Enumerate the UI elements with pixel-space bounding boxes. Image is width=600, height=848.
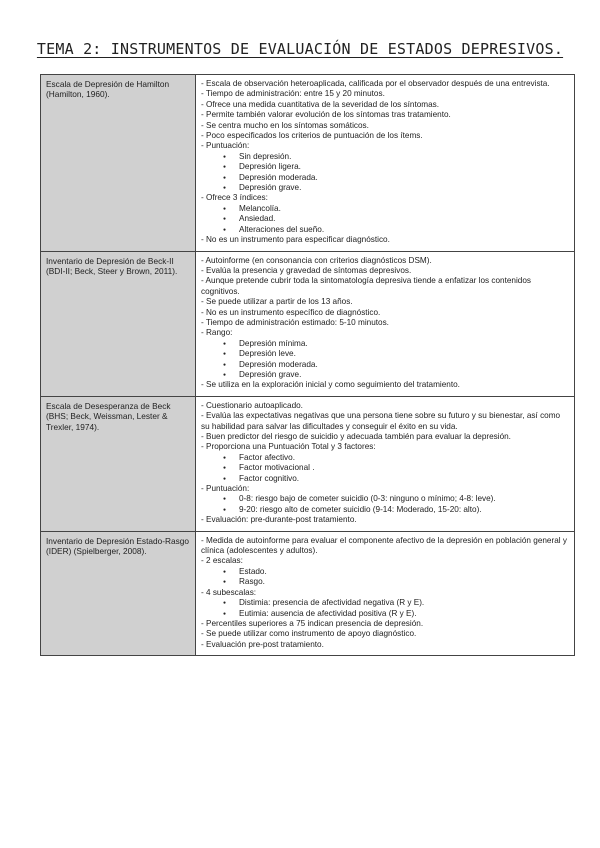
description-line: - Se puede utilizar a partir de los 13 años.: [201, 297, 353, 307]
description-line: - Ofrece una medida cuantitativa de la severidad de los síntomas.: [201, 99, 440, 109]
bullet-item: ● Melancolía.: [201, 204, 570, 214]
description-line: - Buen predictor del riesgo de suicidio y adecuada también para evaluar la depresión.: [201, 432, 511, 441]
description-line: - Puntuación:: [201, 141, 250, 151]
description-line: - Tiempo de administración: entre 15 y 20 minutos.: [201, 89, 385, 99]
bullet-item: ● Factor afectivo.: [201, 453, 570, 463]
description-line: - Se puede utilizar como instrumento de apoyo diagnóstico.: [201, 629, 417, 639]
description-line: - Ofrece 3 índices:: [201, 193, 268, 203]
bullet-item: ● Depresión moderada.: [201, 173, 570, 183]
description-line: - Puntuación:: [201, 484, 250, 494]
instrument-description: [196, 251, 575, 396]
instrument-name: Escala de Desesperanza de Beck (BHS; Beck, Weissman, Lester & Trexler, 1974).: [41, 396, 196, 531]
description-line: - Autoinforme (en consonancia con criterios diagnósticos DSM).: [201, 255, 432, 265]
bullet-item: ● Depresión moderada.: [201, 360, 570, 370]
table-row: [41, 75, 575, 252]
bullet-item: ● Depresión mínima.: [201, 339, 570, 349]
page-title: TEMA 2: INSTRUMENTOS DE EVALUACIÓN DE ESTADOS DEPRESIVOS.: [36, 40, 564, 58]
instrument-name: Inventario de Depresión Estado-Rasgo (IDER) (Spielberger, 2008).: [41, 531, 196, 655]
bullet-item: ● Factor motivacional .: [201, 463, 570, 473]
instruments-table: [40, 74, 575, 656]
description-line: - Tiempo de administración estimado: 5-10 minutos.: [201, 317, 389, 327]
bullet-item: ● Factor cognitivo.: [201, 474, 570, 484]
description-line: - Evaluación: pre-durante-post tratamiento.: [201, 515, 357, 525]
bullet-item: ● 0-8: riesgo bajo de cometer suicidio (0-3: ninguno o mínimo; 4-8: leve).: [201, 494, 570, 504]
description-line: - Percentiles superiores a 75 indican presencia de depresión.: [201, 618, 424, 628]
description-line: - Evalúa las expectativas negativas que una persona tiene sobre su futuro y su bienestar, así como su habilidad para salvar las dificultades y conseguir el éxito en su vida.: [201, 411, 561, 431]
description-line: - Evalúa la presencia y gravedad de síntomas depresivos.: [201, 265, 412, 275]
table-row: [41, 396, 575, 531]
description-line: - 4 subescalas:: [201, 587, 257, 597]
table-row: [41, 531, 575, 655]
bullet-item: ● Depresión leve.: [201, 349, 570, 359]
description-line: - No es un instrumento para especificar diagnóstico.: [201, 235, 390, 245]
description-line: - Se utiliza en la exploración inicial y como seguimiento del tratamiento.: [201, 380, 460, 390]
table-row: [41, 251, 575, 396]
bullet-item: ● Eutimia: ausencia de afectividad positiva (R y E).: [201, 609, 570, 619]
description-line: - Medida de autoinforme para evaluar el componente afectivo de la depresión en población general y clínica (adolescentes y adultos).: [201, 535, 567, 556]
bullet-item: ● Rasgo.: [201, 577, 570, 587]
description-line: - No es un instrumento específico de diagnóstico.: [201, 307, 381, 317]
description-line: - Aunque pretende cubrir toda la sintomatología depresiva tiende a enfatizar los contenidos cognitivos.: [201, 276, 531, 296]
description-line: - Poco especificados los criterios de puntuación de los ítems.: [201, 131, 423, 141]
description-line: - Permite también valorar evolución de los síntomas tras tratamiento.: [201, 110, 451, 120]
bullet-item: ● Estado.: [201, 567, 570, 577]
instrument-name: Inventario de Depresión de Beck-II (BDI-II; Beck, Steer y Brown, 2011).: [41, 251, 196, 396]
instrument-description: [196, 396, 575, 531]
bullet-item: ● 9-20: riesgo alto de cometer suicidio (9-14: Moderado, 15-20: alto).: [201, 505, 570, 515]
bullet-item: ● Ansiedad.: [201, 214, 570, 224]
description-line: - Escala de observación heteroaplicada, calificada por el observador después de una entrevista.: [201, 79, 550, 88]
description-line: - Rango:: [201, 328, 233, 338]
description-line: - Proporciona una Puntuación Total y 3 factores:: [201, 442, 376, 452]
description-line: - Se centra mucho en los síntomas somáticos.: [201, 120, 369, 130]
bullet-item: ● Distimia: presencia de afectividad negativa (R y E).: [201, 598, 570, 608]
bullet-item: ● Depresión ligera.: [201, 162, 570, 172]
bullet-item: ● Sin depresión.: [201, 152, 570, 162]
bullet-item: ● Alteraciones del sueño.: [201, 225, 570, 235]
description-line: - Evaluación pre-post tratamiento.: [201, 639, 324, 649]
bullet-item: ● Depresión grave.: [201, 183, 570, 193]
instrument-description: [196, 531, 575, 655]
instrument-description: [196, 75, 575, 252]
description-line: - 2 escalas:: [201, 556, 243, 566]
bullet-item: ● Depresión grave.: [201, 370, 570, 380]
instrument-name: Escala de Depresión de Hamilton (Hamilton, 1960).: [41, 75, 196, 252]
description-line: - Cuestionario autoaplicado.: [201, 400, 303, 410]
